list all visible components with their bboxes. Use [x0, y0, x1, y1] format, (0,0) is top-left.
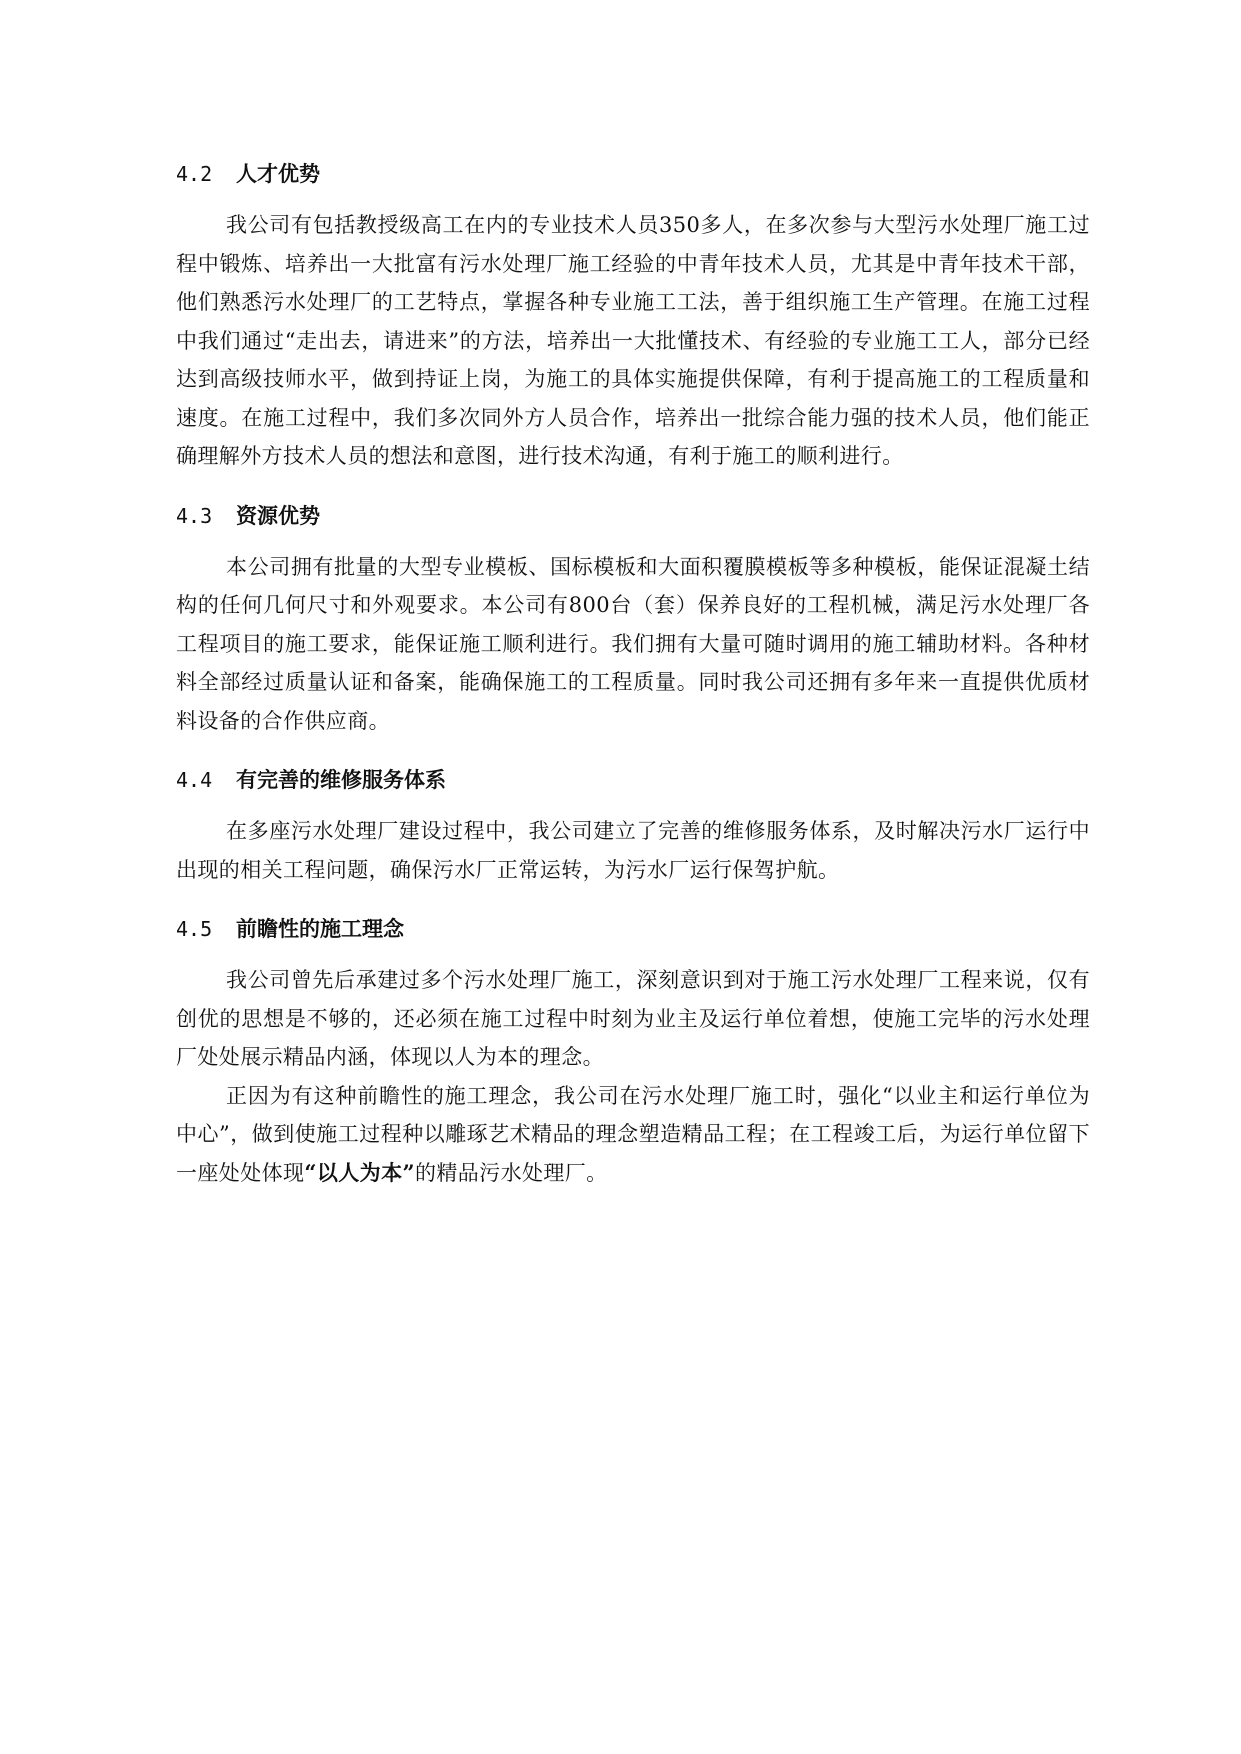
section-4-2 [176, 150, 1090, 476]
emphasized-phrase: “以人为本” [304, 1159, 415, 1185]
section-title: 前瞻性的施工理念 [236, 916, 404, 941]
section-number: 4.5 [176, 917, 213, 941]
body-paragraph: 我公司曾先后承建过多个污水处理厂施工，深刻意识到对于施工污水处理厂工程来说，仅有创优的思想是不够的，还必须在施工过程中时刻为业主及运行单位着想，使施工完毕的污水处理厂处处展示精品内涵，体现以人为本的理念。 [176, 968, 1090, 1069]
section-heading [176, 905, 1090, 953]
paragraph-text: 的精品污水处理厂。 [414, 1160, 608, 1185]
section-4-3 [176, 492, 1090, 741]
section-heading [176, 150, 1090, 198]
body-paragraph: 在多座污水处理厂建设过程中，我公司建立了完善的维修服务体系，及时解决污水厂运行中出现的相关工程问题，确保污水厂正常运转，为污水厂运行保驾护航。 [176, 819, 1090, 882]
section-heading [176, 492, 1090, 540]
section-4-4 [176, 756, 1090, 889]
body-paragraph: 我公司有包括教授级高工在内的专业技术人员350多人，在多次参与大型污水处理厂施工过程中锻炼、培养出一大批富有污水处理厂施工经验的中青年技术人员，尤其是中青年技术干部，他们熟悉污水处理厂的工艺特点，掌握各种专业施工工法，善于组织施工生产管理。在施工过程中我们通过“走出去，请进来”的方法，培养出一大批懂技术、有经验的专业施工工人，部分已经达到高级技师水平，做到持证上岗，为施工的具体实施提供保障，有利于提高施工的工程质量和速度。在施工过程中，我们多次同外方人员合作，培养出一批综合能力强的技术人员，他们能正确理解外方技术人员的想法和意图，进行技术沟通，有利于施工的顺利进行。 [176, 213, 1090, 468]
paragraph-text: 正因为有这种前瞻性的施工理念，我公司在污水处理厂施工时，强化“以业主和运行单位为中心”，做到使施工过程种以雕琢艺术精品的理念塑造精品工程；在工程竣工后，为运行单位留下一座处处体现 [176, 1083, 1090, 1185]
section-title: 人才优势 [236, 161, 320, 186]
section-title: 资源优势 [236, 502, 320, 528]
section-number: 4.2 [176, 162, 213, 186]
body-paragraph: 本公司拥有批量的大型专业模板、国标模板和大面积覆膜模板等多种模板，能保证混凝土结构的任何几何尺寸和外观要求。本公司有800台（套）保养良好的工程机械，满足污水处理厂各工程项目的施工要求，能保证施工顺利进行。我们拥有大量可随时调用的施工辅助材料。各种材料全部经过质量认证和备案，能确保施工的工程质量。同时我公司还拥有多年来一直提供优质材料设备的合作供应商。 [176, 554, 1090, 733]
section-spacer [176, 476, 1090, 492]
section-heading [176, 756, 1090, 804]
section-spacer [176, 740, 1090, 756]
section-spacer [176, 889, 1090, 905]
section-number: 4.4 [176, 768, 213, 792]
document-body [176, 150, 1090, 1192]
section-4-5 [176, 905, 1090, 1192]
section-number: 4.3 [176, 503, 213, 528]
section-title: 有完善的维修服务体系 [236, 767, 446, 792]
body-paragraph [176, 1077, 1090, 1193]
